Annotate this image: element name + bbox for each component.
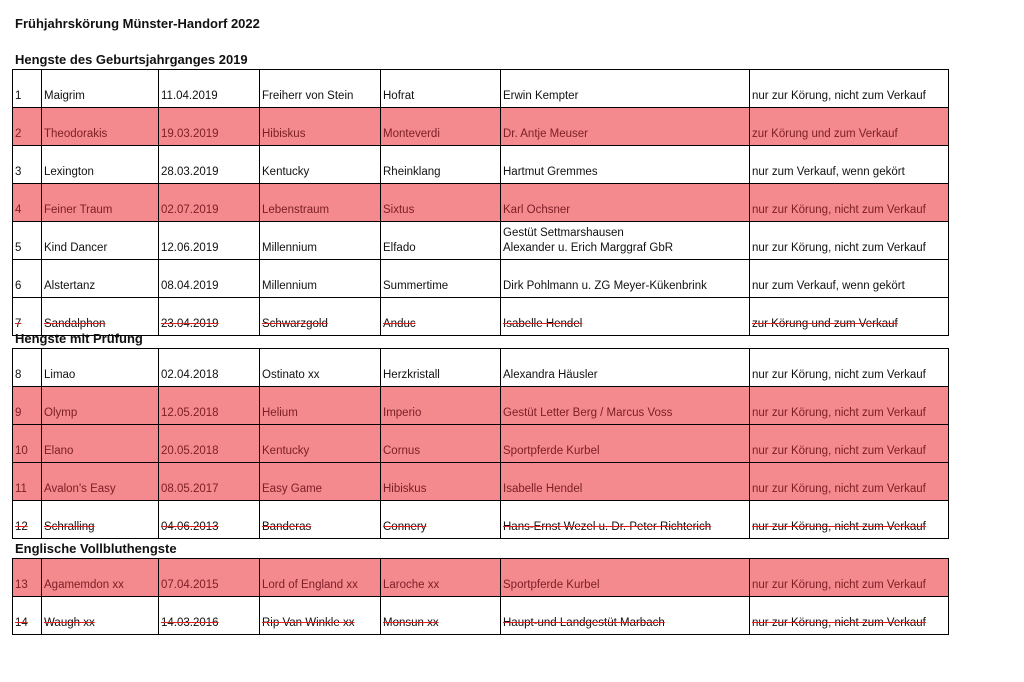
cell-birth-date: 28.03.2019 bbox=[159, 146, 260, 184]
cell-sire: Freiherr von Stein bbox=[260, 70, 381, 108]
cell-horse-name: Lexington bbox=[42, 146, 159, 184]
cell-dam-sire: Herzkristall bbox=[381, 349, 501, 387]
cell-sale-status: nur zur Körung, nicht zum Verkauf bbox=[750, 501, 949, 539]
cell-owner: Gestüt Letter Berg / Marcus Voss bbox=[501, 387, 750, 425]
cell-sale-status: zur Körung und zum Verkauf bbox=[750, 108, 949, 146]
cell-sire: Ostinato xx bbox=[260, 349, 381, 387]
cell-number: 9 bbox=[13, 387, 42, 425]
table-row bbox=[13, 222, 949, 260]
cell-number: 3 bbox=[13, 146, 42, 184]
cell-owner: Karl Ochsner bbox=[501, 184, 750, 222]
cell-birth-date: 08.04.2019 bbox=[159, 260, 260, 298]
cell-sale-status: nur zum Verkauf, wenn gekört bbox=[750, 260, 949, 298]
cell-horse-name: Theodorakis bbox=[42, 108, 159, 146]
cell-sire: Lord of England xx bbox=[260, 559, 381, 597]
cell-birth-date: 12.06.2019 bbox=[159, 222, 260, 260]
cell-sale-status: zur Körung und zum Verkauf bbox=[750, 298, 949, 336]
cell-sire: Kentucky bbox=[260, 146, 381, 184]
cell-dam-sire: Imperio bbox=[381, 387, 501, 425]
table-row bbox=[13, 425, 949, 463]
cell-dam-sire: Connery bbox=[381, 501, 501, 539]
cell-owner: Dirk Pohlmann u. ZG Meyer-Kükenbrink bbox=[501, 260, 750, 298]
cell-birth-date: 11.04.2019 bbox=[159, 70, 260, 108]
cell-owner: Erwin Kempter bbox=[501, 70, 750, 108]
cell-birth-date: 07.04.2015 bbox=[159, 559, 260, 597]
cell-sale-status: nur zur Körung, nicht zum Verkauf bbox=[750, 387, 949, 425]
cell-dam-sire: Monteverdi bbox=[381, 108, 501, 146]
cell-number: 6 bbox=[13, 260, 42, 298]
cell-horse-name: Agamemdon xx bbox=[42, 559, 159, 597]
cell-horse-name: Avalon's Easy bbox=[42, 463, 159, 501]
cell-horse-name: Kind Dancer bbox=[42, 222, 159, 260]
cell-birth-date: 02.04.2018 bbox=[159, 349, 260, 387]
cell-sale-status: nur zur Körung, nicht zum Verkauf bbox=[750, 559, 949, 597]
cell-sire: Schwarzgold bbox=[260, 298, 381, 336]
cell-birth-date: 19.03.2019 bbox=[159, 108, 260, 146]
cell-owner: Alexandra Häusler bbox=[501, 349, 750, 387]
section-title: Englische Vollbluthengste bbox=[15, 541, 177, 556]
table-row bbox=[13, 70, 949, 108]
table-row bbox=[13, 349, 949, 387]
cell-owner: Haupt-und Landgestüt Marbach bbox=[501, 597, 750, 635]
page-title: Frühjahrskörung Münster-Handorf 2022 bbox=[15, 16, 260, 31]
cell-owner: Isabelle Hendel bbox=[501, 298, 750, 336]
table-row bbox=[13, 260, 949, 298]
cell-dam-sire: Cornus bbox=[381, 425, 501, 463]
cell-birth-date: 08.05.2017 bbox=[159, 463, 260, 501]
cell-number: 4 bbox=[13, 184, 42, 222]
cell-number: 12 bbox=[13, 501, 42, 539]
cell-sire: Kentucky bbox=[260, 425, 381, 463]
cell-dam-sire: Laroche xx bbox=[381, 559, 501, 597]
cell-sire: Easy Game bbox=[260, 463, 381, 501]
table-row bbox=[13, 501, 949, 539]
section-title: Hengste mit Prüfung bbox=[15, 331, 143, 346]
cell-number: 2 bbox=[13, 108, 42, 146]
cell-number: 1 bbox=[13, 70, 42, 108]
cell-dam-sire: Summertime bbox=[381, 260, 501, 298]
cell-sire: Rip Van Winkle xx bbox=[260, 597, 381, 635]
cell-number: 14 bbox=[13, 597, 42, 635]
table-row bbox=[13, 387, 949, 425]
cell-sale-status: nur zur Körung, nicht zum Verkauf bbox=[750, 70, 949, 108]
cell-birth-date: 23.04.2019 bbox=[159, 298, 260, 336]
cell-dam-sire: Rheinklang bbox=[381, 146, 501, 184]
cell-horse-name: Olymp bbox=[42, 387, 159, 425]
cell-sale-status: nur zur Körung, nicht zum Verkauf bbox=[750, 222, 949, 260]
cell-sale-status: nur zur Körung, nicht zum Verkauf bbox=[750, 463, 949, 501]
cell-sale-status: nur zum Verkauf, wenn gekört bbox=[750, 146, 949, 184]
cell-sire: Millennium bbox=[260, 260, 381, 298]
owner-line: Alexander u. Erich Marggraf GbR bbox=[503, 242, 674, 254]
cell-horse-name: Schralling bbox=[42, 501, 159, 539]
cell-owner: Dr. Antje Meuser bbox=[501, 108, 750, 146]
cell-sire: Banderas bbox=[260, 501, 381, 539]
cell-sire: Hibiskus bbox=[260, 108, 381, 146]
cell-horse-name: Feiner Traum bbox=[42, 184, 159, 222]
cell-horse-name: Waugh xx bbox=[42, 597, 159, 635]
cell-sire: Millennium bbox=[260, 222, 381, 260]
cell-owner: Isabelle Hendel bbox=[501, 463, 750, 501]
cell-dam-sire: Hibiskus bbox=[381, 463, 501, 501]
cell-owner bbox=[501, 222, 750, 260]
cell-sire: Helium bbox=[260, 387, 381, 425]
cell-sale-status: nur zur Körung, nicht zum Verkauf bbox=[750, 597, 949, 635]
table-row bbox=[13, 298, 949, 336]
cell-dam-sire: Sixtus bbox=[381, 184, 501, 222]
cell-number: 5 bbox=[13, 222, 42, 260]
cell-birth-date: 02.07.2019 bbox=[159, 184, 260, 222]
table-row bbox=[13, 463, 949, 501]
cell-dam-sire: Elfado bbox=[381, 222, 501, 260]
cell-number: 13 bbox=[13, 559, 42, 597]
cell-dam-sire: Monsun xx bbox=[381, 597, 501, 635]
cell-owner: Hartmut Gremmes bbox=[501, 146, 750, 184]
horse-table bbox=[12, 348, 949, 539]
cell-horse-name: Sandalphon bbox=[42, 298, 159, 336]
cell-sale-status: nur zur Körung, nicht zum Verkauf bbox=[750, 425, 949, 463]
table-row bbox=[13, 597, 949, 635]
cell-birth-date: 14.03.2016 bbox=[159, 597, 260, 635]
cell-horse-name: Limao bbox=[42, 349, 159, 387]
cell-horse-name: Maigrim bbox=[42, 70, 159, 108]
cell-owner: Sportpferde Kurbel bbox=[501, 559, 750, 597]
cell-number: 10 bbox=[13, 425, 42, 463]
section-title: Hengste des Geburtsjahrganges 2019 bbox=[15, 52, 248, 67]
cell-birth-date: 12.05.2018 bbox=[159, 387, 260, 425]
table-row bbox=[13, 184, 949, 222]
cell-number: 7 bbox=[13, 298, 42, 336]
table-row bbox=[13, 146, 949, 184]
cell-birth-date: 04.06.2013 bbox=[159, 501, 260, 539]
cell-number: 8 bbox=[13, 349, 42, 387]
cell-sale-status: nur zur Körung, nicht zum Verkauf bbox=[750, 349, 949, 387]
cell-dam-sire: Hofrat bbox=[381, 70, 501, 108]
cell-owner: Sportpferde Kurbel bbox=[501, 425, 750, 463]
cell-dam-sire: Anduc bbox=[381, 298, 501, 336]
cell-sale-status: nur zur Körung, nicht zum Verkauf bbox=[750, 184, 949, 222]
cell-number: 11 bbox=[13, 463, 42, 501]
cell-horse-name: Elano bbox=[42, 425, 159, 463]
table-row bbox=[13, 108, 949, 146]
horse-table bbox=[12, 558, 949, 635]
cell-sire: Lebenstraum bbox=[260, 184, 381, 222]
cell-horse-name: Alstertanz bbox=[42, 260, 159, 298]
owner-line: Gestüt Settmarshausen bbox=[503, 227, 624, 239]
cell-owner: Hans-Ernst Wezel u. Dr. Peter Richterich bbox=[501, 501, 750, 539]
table-row bbox=[13, 559, 949, 597]
horse-table bbox=[12, 69, 949, 336]
cell-birth-date: 20.05.2018 bbox=[159, 425, 260, 463]
